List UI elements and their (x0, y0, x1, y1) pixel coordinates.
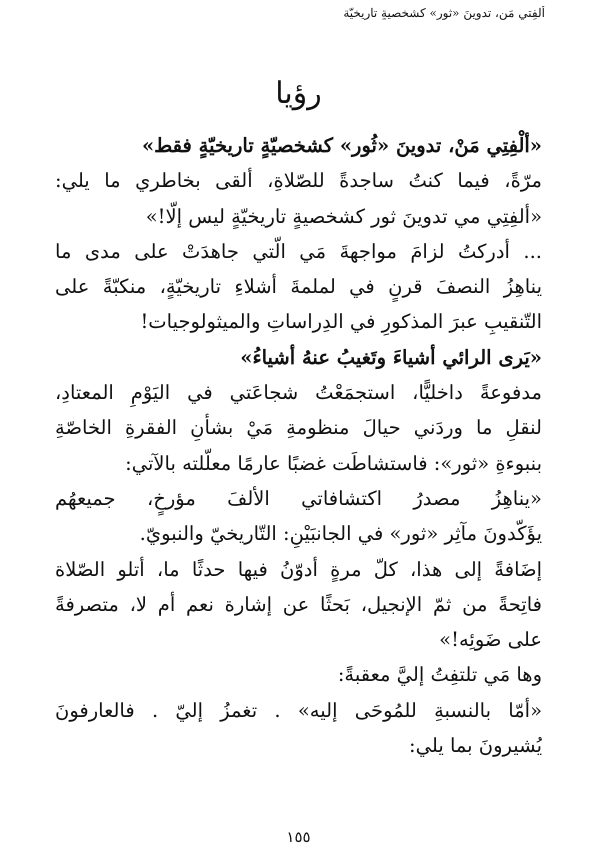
chapter-title: رؤيا (275, 76, 322, 111)
text-line: إضَافةً إلى هذا، كلّ مرةٍ أدوّنُ فيها حدثًا ما، أتلو الصّلاة (55, 557, 542, 581)
text-line: يُشيرونَ بما يلي: (409, 734, 542, 758)
text-line: يناهِزُ النصفَ قرنٍ في لملمةَ أشلاءِ تاريخيّةٍ، منكبّةً على (55, 275, 542, 299)
text-line: «أمّا بالنسبةِ للمُوحَى إليه» . تغمزُ إليّ . فالعارفونَ (55, 698, 542, 722)
text-line: «يناهِزُ مصدرُ اكتشافاتي الألفَ مؤرخٍ، جميعهُم (55, 486, 542, 510)
text-line: فاتِحةً من ثمّ الإنجيل، بَحثًا عن إشارة نعم أم لا، متصرفةً (55, 592, 542, 616)
text-line: ... أدركتُ لزامَ مواجهةَ مَي الّتي جاهدَتْ على مدى ما (55, 239, 542, 263)
body-text (55, 128, 542, 763)
text-line: يؤَكّدونَ مآثِر «ثور» في الجانبَيْنِ: التّاريخيّ والنبويّ. (139, 522, 542, 546)
page-number: ١٥٥ (286, 828, 311, 846)
text-line: «ألْفِتِي مَنْ، تدوينَ «ثُور» كشخصيّةٍ تاريخيّةٍ فقط» (141, 134, 542, 157)
running-head: ألفِتي مَن، تدوينَ «ثور» كشخصيةٍ تاريخيّة (343, 6, 545, 20)
text-line: مدفوعةً داخليًّا، استجمَعْتُ شجاعَتي في اليَوْمِ المعتادِ، (55, 381, 542, 405)
text-line: «ألفِتِي مي تدوينَ ثور كشخصيةٍ تاريخيّةٍ ليس إلّا!» (145, 204, 542, 228)
text-line: بنبوءةِ «ثور»: فاستشاطَت غضبًا عارمًا معلّلته بالآتي: (125, 451, 542, 475)
text-line: وها مَي تلتفِتُ إليَّ معقبةً: (337, 663, 542, 687)
text-line: «يَرى الرائي أشياءَ وتَغيبُ عنهُ أشياءُ» (240, 345, 542, 369)
text-line: التّنقيبِ عبرَ المذكورِ في الدِراساتِ والميثولوجيات! (140, 310, 542, 334)
text-line: مرّةً، فيما كنتُ ساجدةً للصّلاةِ، ألقى بخاطري ما يلي: (55, 169, 542, 193)
text-line: لنقلِ ما وردَني حيالَ منظومةِ مَيْ بشأنِ الفقرةِ الخاصّةِ (55, 416, 542, 440)
text-line: على ضَوئِه!» (439, 628, 542, 652)
